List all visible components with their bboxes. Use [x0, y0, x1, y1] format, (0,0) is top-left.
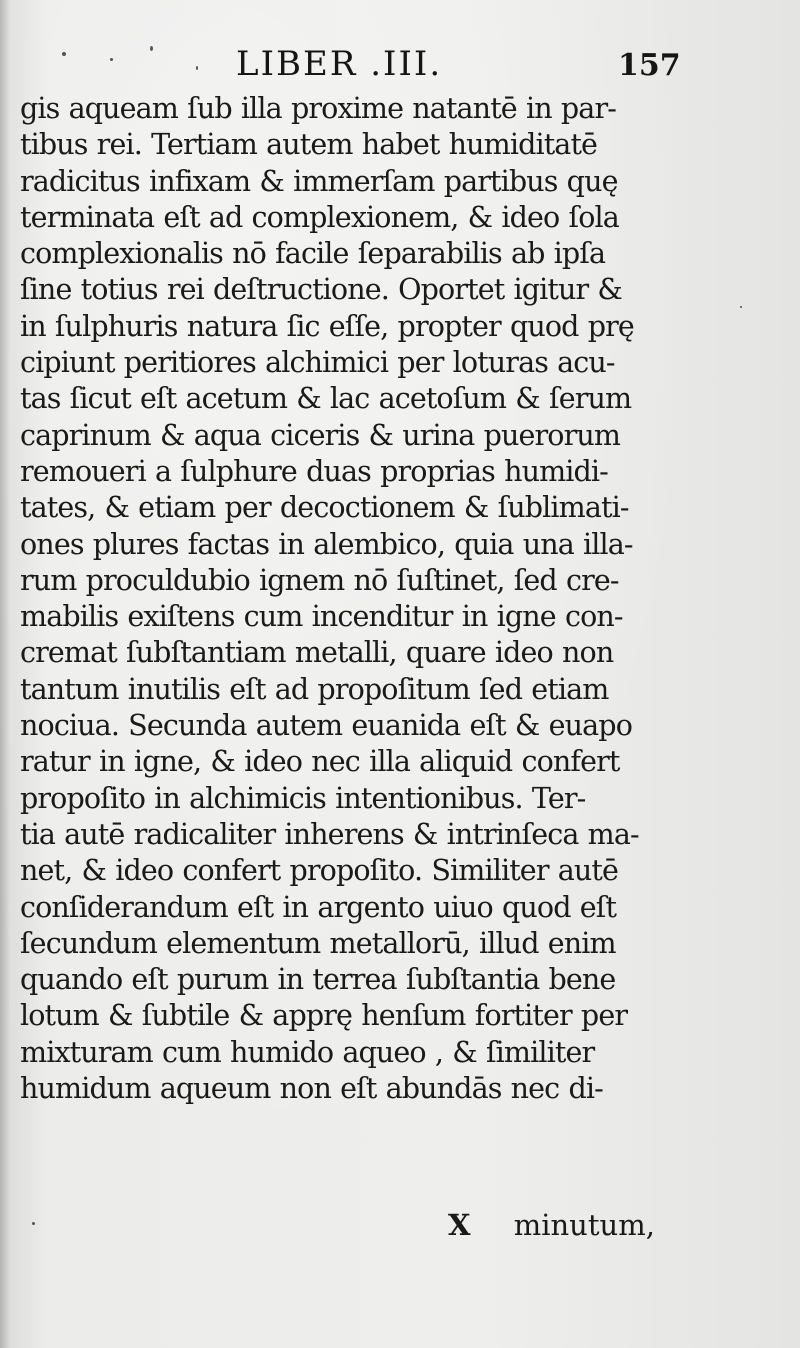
- ink-speck: [110, 58, 113, 61]
- running-title: LIBER .III.: [236, 44, 443, 84]
- text-line: ratur in igne, & ideo nec illa aliquid confert: [20, 744, 620, 779]
- text-line: in ſulphuris natura ſic eſſe, propter quod prę: [20, 308, 634, 343]
- ink-speck: [150, 46, 153, 51]
- text-line: gis aqueam ſub illa proxime natantē in par-: [20, 91, 616, 125]
- text-line: tia autē radicaliter inherens & intrinſeca ma-: [20, 816, 639, 851]
- ink-speck: [62, 52, 66, 56]
- text-line: ſine totius rei deſtructione. Oportet igitur &: [20, 272, 622, 307]
- text-line: caprinum & aqua ciceris & urina puerorum: [20, 417, 621, 452]
- text-line: conſiderandum eſt in argento uiuo quod eſt: [20, 889, 617, 924]
- text-line: tibus rei. Tertiam autem habet humiditatē: [20, 127, 598, 162]
- gutter-shadow: [0, 0, 10, 1348]
- text-line: tantum inutilis eſt ad propoſitum ſed etiam: [20, 671, 609, 706]
- text-line: ſecundum elementum metallorū, illud enim: [20, 925, 616, 960]
- catchword: minutum,: [513, 1208, 655, 1242]
- text-line: quando eſt purum in terrea ſubſtantia bene: [20, 962, 616, 997]
- text-line: terminata eſt ad complexionem, & ideo ſola: [20, 199, 619, 234]
- signature-mark: X: [448, 1208, 471, 1242]
- text-line: rum proculdubio ignem nō ſuſtinet, ſed cre-: [20, 562, 619, 597]
- ink-speck: [32, 1222, 35, 1225]
- text-line: complexionalis nō facile ſeparabilis ab ipſa: [20, 236, 606, 271]
- text-line: cremat ſubſtantiam metalli, quare ideo non: [20, 635, 614, 670]
- text-line: mixturam cum humido aqueo , & ſimiliter: [20, 1034, 595, 1069]
- text-line: nociua. Secunda autem euanida eſt & euapo: [20, 708, 633, 743]
- text-line: ones plures factas in alembico, quia una illa-: [20, 526, 633, 561]
- text-line: remoueri a ſulphure duas proprias humidi-: [20, 453, 608, 488]
- body-text: [20, 90, 680, 1106]
- text-line: mabilis exiſtens cum incenditur in igne con-: [20, 599, 623, 634]
- text-line: humidum aqueum non eſt abundās nec di-: [20, 1071, 603, 1106]
- page-number: 157: [618, 48, 681, 83]
- text-line: net, & ideo confert propoſito. Similiter autē: [20, 853, 619, 888]
- text-line: cipiunt peritiores alchimici per loturas acu-: [20, 345, 615, 380]
- ink-speck: [196, 66, 198, 70]
- ink-speck: [740, 306, 742, 308]
- text-line: tates, & etiam per decoctionem & ſublimati-: [20, 490, 629, 525]
- page-header: [0, 38, 800, 98]
- text-line: radicitus infixam & immerſam partibus quę: [20, 163, 618, 198]
- catchline: [448, 1208, 655, 1242]
- text-line: tas ſicut eſt acetum & lac acetoſum & ſerum: [20, 381, 632, 416]
- text-line: lotum & ſubtile & apprę henſum fortiter per: [20, 998, 628, 1033]
- text-line: propoſito in alchimicis intentionibus. Ter-: [20, 780, 586, 815]
